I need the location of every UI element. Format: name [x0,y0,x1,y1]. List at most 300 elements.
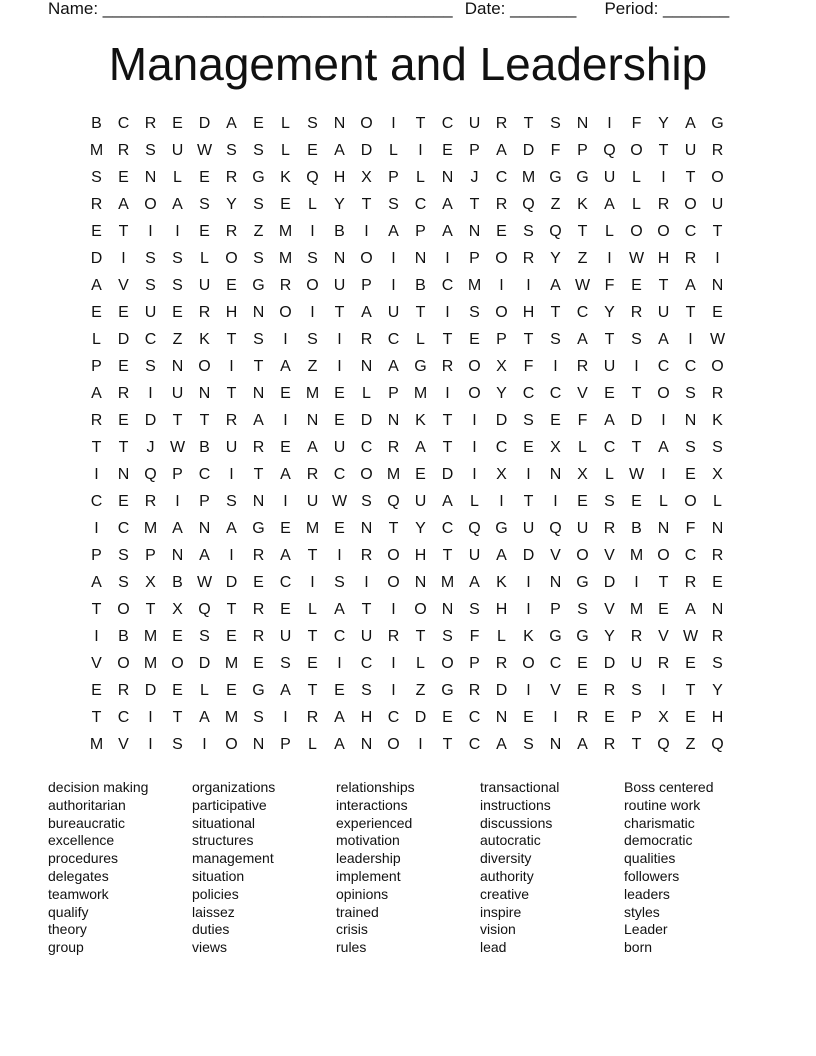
grid-letter[interactable]: Z [307,358,318,375]
grid-letter[interactable]: T [226,601,237,618]
grid-letter[interactable]: S [550,115,561,132]
grid-letter[interactable]: L [497,628,506,645]
grid-letter[interactable]: E [118,412,129,429]
grid-letter[interactable]: I [283,493,288,510]
grid-letter[interactable]: N [171,358,184,375]
grid-letter[interactable]: F [685,520,696,537]
grid-letter[interactable]: R [225,223,238,240]
grid-letter[interactable]: R [711,628,724,645]
grid-letter[interactable]: I [148,709,153,726]
grid-letter[interactable]: E [685,655,696,672]
grid-letter[interactable]: B [631,520,642,537]
grid-letter[interactable]: N [198,520,211,537]
grid-letter[interactable]: I [661,412,666,429]
grid-letter[interactable]: O [306,277,319,294]
grid-letter[interactable]: E [604,709,615,726]
grid-letter[interactable]: S [172,277,183,294]
grid-letter[interactable]: G [576,574,589,591]
grid-letter[interactable]: L [416,655,425,672]
grid-letter[interactable]: M [143,655,158,672]
grid-letter[interactable]: E [523,439,534,456]
grid-letter[interactable]: B [415,277,426,294]
grid-letter[interactable]: C [333,628,346,645]
grid-letter[interactable]: I [94,628,99,645]
grid-letter[interactable]: D [360,142,373,159]
grid-letter[interactable]: R [387,628,400,645]
grid-letter[interactable]: K [577,196,588,213]
grid-letter[interactable]: U [198,277,211,294]
grid-letter[interactable]: C [495,169,508,186]
grid-letter[interactable]: I [229,466,234,483]
grid-letter[interactable]: C [495,439,508,456]
grid-letter[interactable]: A [388,358,399,375]
grid-letter[interactable]: S [118,574,129,591]
grid-letter[interactable]: I [391,682,396,699]
grid-letter[interactable]: R [684,574,697,591]
grid-letter[interactable]: C [684,223,697,240]
grid-letter[interactable]: O [387,736,400,753]
grid-letter[interactable]: M [467,277,482,294]
grid-letter[interactable]: I [661,682,666,699]
grid-letter[interactable]: I [337,331,342,348]
grid-letter[interactable]: N [495,709,508,726]
grid-letter[interactable]: A [172,520,183,537]
grid-letter[interactable]: T [415,115,426,132]
grid-letter[interactable]: A [496,547,507,564]
grid-letter[interactable]: S [145,277,156,294]
grid-letter[interactable]: D [360,412,373,429]
grid-letter[interactable]: S [226,142,237,159]
grid-letter[interactable]: W [574,277,591,294]
grid-letter[interactable]: T [442,547,453,564]
grid-letter[interactable]: Y [712,682,723,699]
grid-letter[interactable]: O [630,223,643,240]
grid-letter[interactable]: T [604,331,615,348]
grid-letter[interactable]: D [414,709,427,726]
grid-letter[interactable]: A [280,547,291,564]
grid-letter[interactable]: A [685,115,696,132]
grid-letter[interactable]: I [499,277,504,294]
grid-letter[interactable]: D [198,655,211,672]
grid-letter[interactable]: E [712,304,723,321]
grid-letter[interactable]: R [252,547,265,564]
grid-letter[interactable]: C [549,655,562,672]
grid-letter[interactable]: A [280,466,291,483]
grid-letter[interactable]: I [391,250,396,267]
grid-letter[interactable]: Z [172,331,183,348]
grid-letter[interactable]: N [711,601,724,618]
grid-letter[interactable]: H [711,709,724,726]
grid-letter[interactable]: H [225,304,238,321]
grid-letter[interactable]: N [306,412,319,429]
grid-letter[interactable]: I [526,601,531,618]
grid-letter[interactable]: I [661,169,666,186]
grid-letter[interactable]: Q [144,466,157,483]
grid-letter[interactable]: M [629,601,644,618]
grid-letter[interactable]: I [337,358,342,375]
grid-letter[interactable]: M [143,628,158,645]
grid-letter[interactable]: E [442,709,453,726]
grid-letter[interactable]: E [469,331,480,348]
grid-letter[interactable]: W [196,574,213,591]
grid-letter[interactable]: P [172,466,183,483]
grid-letter[interactable]: T [307,682,318,699]
grid-letter[interactable]: V [118,736,129,753]
grid-letter[interactable]: E [631,277,642,294]
grid-letter[interactable]: C [684,358,697,375]
grid-letter[interactable]: F [577,412,588,429]
grid-letter[interactable]: Z [550,196,561,213]
grid-letter[interactable]: O [225,250,238,267]
grid-letter[interactable]: A [442,223,453,240]
grid-letter[interactable]: I [202,736,207,753]
grid-letter[interactable]: A [334,709,345,726]
grid-letter[interactable]: I [526,277,531,294]
grid-letter[interactable]: R [90,196,103,213]
grid-letter[interactable]: R [603,682,616,699]
grid-letter[interactable]: T [91,601,102,618]
grid-letter[interactable]: S [172,250,183,267]
grid-letter[interactable]: T [91,709,102,726]
grid-letter[interactable]: M [224,655,239,672]
grid-letter[interactable]: O [495,304,508,321]
grid-letter[interactable]: E [226,682,237,699]
grid-letter[interactable]: U [468,547,481,564]
grid-letter[interactable]: L [416,169,425,186]
grid-letter[interactable]: O [117,601,130,618]
grid-letter[interactable]: S [226,493,237,510]
grid-letter[interactable]: S [712,655,723,672]
grid-letter[interactable]: A [658,331,669,348]
grid-letter[interactable]: I [121,250,126,267]
grid-letter[interactable]: S [523,223,534,240]
grid-letter[interactable]: R [144,493,157,510]
grid-letter[interactable]: Z [577,250,588,267]
grid-letter[interactable]: A [604,412,615,429]
grid-letter[interactable]: L [470,493,479,510]
grid-letter[interactable]: D [522,142,535,159]
grid-letter[interactable]: A [226,115,237,132]
grid-letter[interactable]: I [391,601,396,618]
grid-letter[interactable]: A [388,223,399,240]
grid-letter[interactable]: W [169,439,186,456]
grid-letter[interactable]: I [472,439,477,456]
grid-letter[interactable]: I [148,385,153,402]
grid-letter[interactable]: T [658,142,669,159]
grid-letter[interactable]: C [333,466,346,483]
grid-letter[interactable]: C [198,466,211,483]
grid-letter[interactable]: I [94,520,99,537]
grid-letter[interactable]: U [630,655,643,672]
grid-letter[interactable]: T [685,169,696,186]
grid-letter[interactable]: U [171,385,184,402]
grid-letter[interactable]: U [333,277,346,294]
grid-letter[interactable]: O [684,493,697,510]
grid-letter[interactable]: R [306,709,319,726]
grid-letter[interactable]: C [360,655,373,672]
grid-letter[interactable]: L [362,385,371,402]
grid-letter[interactable]: U [468,115,481,132]
grid-letter[interactable]: T [334,304,345,321]
date-field[interactable]: Date: _______ [464,0,577,18]
grid-letter[interactable]: I [634,574,639,591]
grid-letter[interactable]: Q [387,493,400,510]
grid-letter[interactable]: E [280,439,291,456]
grid-letter[interactable]: I [472,412,477,429]
grid-letter[interactable]: C [387,331,400,348]
grid-letter[interactable]: E [172,682,183,699]
grid-letter[interactable]: N [360,520,373,537]
grid-letter[interactable]: I [553,493,558,510]
grid-letter[interactable]: I [148,223,153,240]
grid-letter[interactable]: M [224,709,239,726]
grid-letter[interactable]: M [278,223,293,240]
grid-letter[interactable]: T [253,358,264,375]
grid-letter[interactable]: I [364,223,369,240]
grid-letter[interactable]: R [252,601,265,618]
grid-letter[interactable]: O [414,601,427,618]
grid-letter[interactable]: M [89,142,104,159]
grid-letter[interactable]: I [229,547,234,564]
grid-letter[interactable]: T [577,223,588,240]
grid-letter[interactable]: G [414,358,427,375]
grid-letter[interactable]: N [576,115,589,132]
grid-letter[interactable]: I [418,736,423,753]
grid-letter[interactable]: T [631,385,642,402]
grid-letter[interactable]: O [711,358,724,375]
grid-letter[interactable]: X [496,358,507,375]
grid-letter[interactable]: O [522,655,535,672]
grid-letter[interactable]: O [657,223,670,240]
grid-letter[interactable]: X [577,466,588,483]
grid-letter[interactable]: U [684,142,697,159]
grid-letter[interactable]: C [441,277,454,294]
grid-letter[interactable]: E [280,385,291,402]
grid-letter[interactable]: L [605,223,614,240]
grid-letter[interactable]: G [252,169,265,186]
grid-letter[interactable]: S [388,196,399,213]
grid-letter[interactable]: S [604,493,615,510]
grid-letter[interactable]: O [387,574,400,591]
grid-letter[interactable]: W [628,250,645,267]
grid-letter[interactable]: T [118,439,129,456]
grid-letter[interactable]: C [441,520,454,537]
grid-letter[interactable]: X [658,709,669,726]
grid-letter[interactable]: A [604,196,615,213]
grid-letter[interactable]: T [172,709,183,726]
grid-letter[interactable]: Q [657,736,670,753]
grid-letter[interactable]: I [607,250,612,267]
grid-letter[interactable]: A [253,412,264,429]
period-field[interactable]: Period: _______ [604,0,730,18]
grid-letter[interactable]: R [225,169,238,186]
grid-letter[interactable]: S [307,250,318,267]
grid-letter[interactable]: I [391,277,396,294]
grid-letter[interactable]: U [171,142,184,159]
grid-letter[interactable]: I [337,547,342,564]
grid-letter[interactable]: A [118,196,129,213]
grid-letter[interactable]: P [388,385,399,402]
grid-letter[interactable]: O [657,547,670,564]
grid-letter[interactable]: L [578,439,587,456]
grid-letter[interactable]: V [577,385,588,402]
grid-letter[interactable]: R [225,412,238,429]
grid-letter[interactable]: D [495,682,508,699]
grid-letter[interactable]: N [711,277,724,294]
grid-letter[interactable]: A [91,385,102,402]
grid-letter[interactable]: R [252,439,265,456]
grid-letter[interactable]: A [442,493,453,510]
grid-letter[interactable]: M [413,385,428,402]
grid-letter[interactable]: E [604,385,615,402]
grid-letter[interactable]: C [441,115,454,132]
grid-letter[interactable]: A [226,520,237,537]
grid-letter[interactable]: H [333,169,346,186]
grid-letter[interactable]: I [364,574,369,591]
grid-letter[interactable]: I [310,304,315,321]
grid-letter[interactable]: R [576,709,589,726]
grid-letter[interactable]: Q [549,520,562,537]
grid-letter[interactable]: I [229,358,234,375]
grid-letter[interactable]: T [145,601,156,618]
grid-letter[interactable]: O [387,547,400,564]
grid-letter[interactable]: A [307,439,318,456]
grid-letter[interactable]: C [603,439,616,456]
grid-letter[interactable]: I [283,412,288,429]
grid-letter[interactable]: A [442,196,453,213]
grid-letter[interactable]: S [253,331,264,348]
grid-letter[interactable]: U [279,628,292,645]
grid-letter[interactable]: E [550,412,561,429]
grid-letter[interactable]: S [253,250,264,267]
grid-letter[interactable]: Y [334,196,345,213]
grid-letter[interactable]: E [253,115,264,132]
grid-letter[interactable]: R [603,520,616,537]
grid-letter[interactable]: N [387,412,400,429]
grid-letter[interactable]: R [387,439,400,456]
grid-letter[interactable]: T [685,304,696,321]
grid-letter[interactable]: U [414,493,427,510]
grid-letter[interactable]: N [252,493,265,510]
grid-letter[interactable]: R [522,250,535,267]
grid-letter[interactable]: R [684,250,697,267]
grid-letter[interactable]: V [118,277,129,294]
grid-letter[interactable]: C [468,709,481,726]
grid-letter[interactable]: W [682,628,699,645]
grid-letter[interactable]: L [92,331,101,348]
grid-letter[interactable]: I [310,223,315,240]
grid-letter[interactable]: T [631,736,642,753]
grid-letter[interactable]: O [360,466,373,483]
grid-letter[interactable]: R [117,385,130,402]
grid-letter[interactable]: R [441,358,454,375]
grid-letter[interactable]: R [144,115,157,132]
grid-letter[interactable]: A [496,736,507,753]
grid-letter[interactable]: T [226,385,237,402]
grid-letter[interactable]: T [415,304,426,321]
grid-letter[interactable]: F [469,628,480,645]
grid-letter[interactable]: Y [415,520,426,537]
grid-letter[interactable]: R [198,304,211,321]
grid-letter[interactable]: E [577,682,588,699]
grid-letter[interactable]: E [307,142,318,159]
grid-letter[interactable]: G [576,628,589,645]
grid-letter[interactable]: L [416,331,425,348]
grid-letter[interactable]: X [496,466,507,483]
grid-letter[interactable]: S [577,601,588,618]
grid-letter[interactable]: S [118,547,129,564]
grid-letter[interactable]: A [172,196,183,213]
grid-letter[interactable]: M [89,736,104,753]
grid-letter[interactable]: R [495,196,508,213]
grid-letter[interactable]: E [91,682,102,699]
grid-letter[interactable]: Z [685,736,696,753]
grid-letter[interactable]: V [550,682,561,699]
grid-letter[interactable]: E [685,709,696,726]
grid-letter[interactable]: C [144,331,157,348]
grid-letter[interactable]: J [470,169,479,186]
grid-letter[interactable]: T [631,439,642,456]
grid-letter[interactable]: O [225,736,238,753]
grid-letter[interactable]: R [630,628,643,645]
grid-letter[interactable]: F [523,358,534,375]
grid-letter[interactable]: N [198,385,211,402]
grid-letter[interactable]: E [334,412,345,429]
grid-letter[interactable]: E [172,304,183,321]
grid-letter[interactable]: C [657,358,670,375]
grid-letter[interactable]: U [306,493,319,510]
grid-letter[interactable]: Y [226,196,237,213]
grid-letter[interactable]: N [252,385,265,402]
grid-letter[interactable]: V [91,655,102,672]
grid-letter[interactable]: M [278,250,293,267]
grid-letter[interactable]: C [468,736,481,753]
grid-letter[interactable]: I [283,331,288,348]
grid-letter[interactable]: D [144,682,157,699]
grid-letter[interactable]: K [523,628,534,645]
grid-letter[interactable]: T [469,196,480,213]
grid-letter[interactable]: U [603,358,616,375]
grid-letter[interactable]: S [172,736,183,753]
grid-letter[interactable]: L [659,493,668,510]
grid-letter[interactable]: I [418,142,423,159]
grid-letter[interactable]: S [334,574,345,591]
grid-letter[interactable]: B [199,439,210,456]
grid-letter[interactable]: V [658,628,669,645]
grid-letter[interactable]: H [495,601,508,618]
grid-letter[interactable]: L [173,169,182,186]
grid-letter[interactable]: N [468,223,481,240]
grid-letter[interactable]: T [253,466,264,483]
grid-letter[interactable]: S [361,493,372,510]
grid-letter[interactable]: P [91,358,102,375]
grid-letter[interactable]: A [199,709,210,726]
grid-letter[interactable]: A [334,142,345,159]
grid-letter[interactable]: G [576,169,589,186]
grid-letter[interactable]: A [658,439,669,456]
grid-letter[interactable]: U [576,520,589,537]
grid-letter[interactable]: O [468,385,481,402]
grid-letter[interactable]: E [415,466,426,483]
grid-letter[interactable]: T [361,601,372,618]
grid-letter[interactable]: D [603,655,616,672]
grid-letter[interactable]: S [199,196,210,213]
grid-letter[interactable]: T [523,115,534,132]
grid-letter[interactable]: N [549,466,562,483]
grid-letter[interactable]: P [280,736,291,753]
grid-letter[interactable]: I [391,655,396,672]
grid-letter[interactable]: O [630,142,643,159]
